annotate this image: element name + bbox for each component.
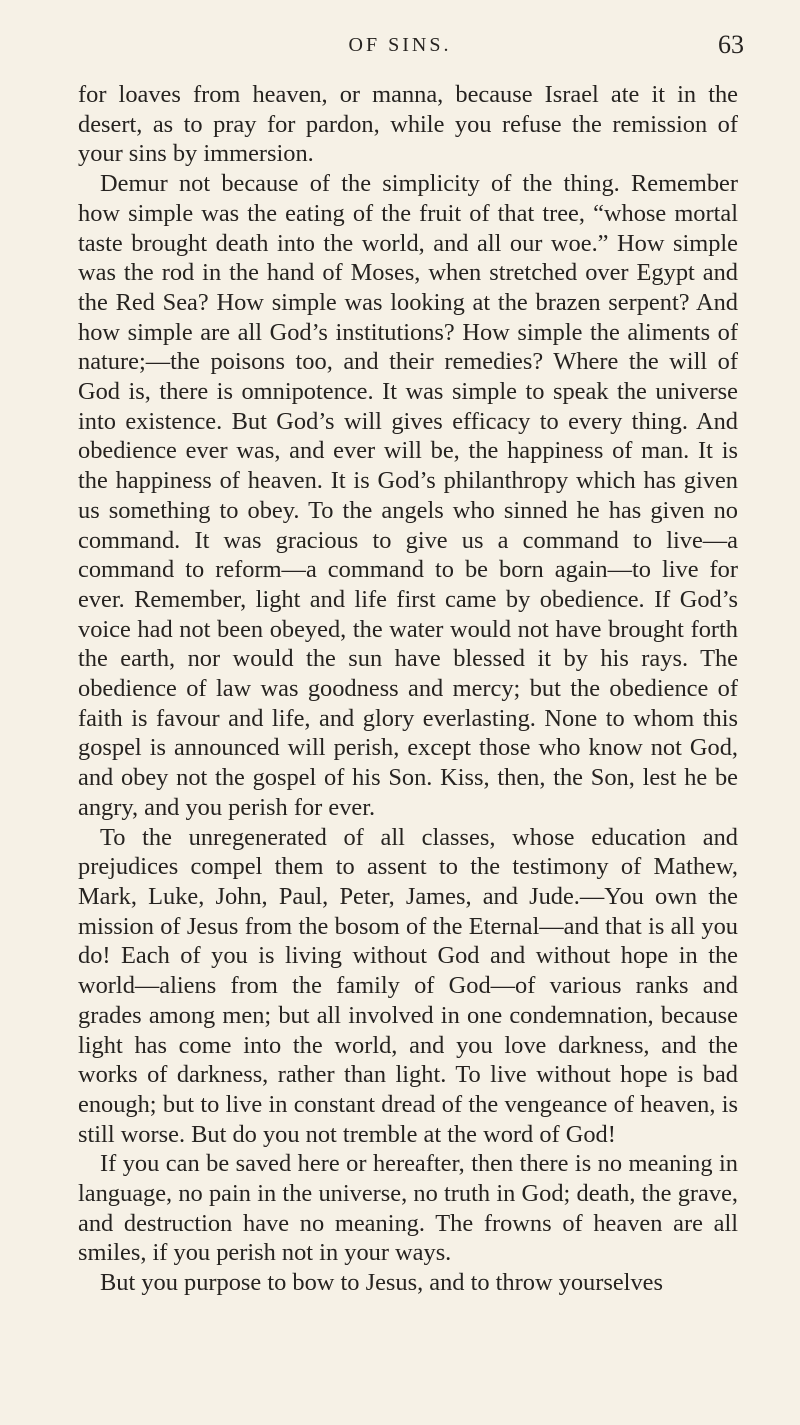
paragraph: But you purpose to bow to Jesus, and to throw yourselves (100, 1269, 663, 1297)
paragraph-continuation: for loaves from heaven, or manna, because Israel ate it in the desert, as to pray for pardon, while you refuse the remission of your sins by immersion. (78, 81, 738, 168)
running-title: OF SINS. (348, 34, 452, 56)
body-text (78, 80, 738, 1298)
paragraph: Demur not because of the simplicity of the thing. Remember how simple was the eating of the fruit of that tree, “whose mortal taste brought death into the world, and all our woe.” How simple was the rod in the hand of Moses, when stretched over Egypt and the Red Sea? How simple was looking at the brazen serpent? And how simple are all God’s institutions? How simple the aliments of nature;—the poisons too, and their remedies? Where the will of God is, there is omnipotence. It was simple to speak the universe into existence. But God’s will gives efficacy to every thing. And obedience ever was, and ever will be, the happiness of man. It is the happiness of heaven. It is God’s philanthropy which has given us something to obey. To the angels who sinned he has given no command. It was gracious to give us a command to live—a command to reform—a command to be born again—to live for ever. Remember, light and life first came by obedience. If God’s voice had not been obeyed, the water would not have brought forth the earth, nor would the sun have blessed it by his rays. The obedience of law was goodness and mercy; but the obedience of faith is favour and life, and glory everlasting. None to whom this gospel is announced will perish, except those who know not God, and obey not the gospel of his Son. Kiss, then, the Son, lest he be angry, and you perish for ever. (78, 170, 738, 821)
page-header (0, 30, 800, 64)
page-number: 63 (718, 30, 744, 59)
paragraph: If you can be saved here or hereafter, then there is no meaning in language, no pain in the universe, no truth in God; death, the grave, and destruction have no meaning. The frowns of heaven are all smiles, if you perish not in your ways. (78, 1150, 738, 1267)
paragraph: To the unregenerated of all classes, whose education and prejudices compel them to assent to the testimony of Mathew, Mark, Luke, John, Paul, Peter, James, and Jude.—You own the mission of Jesus from the bosom of the Eternal—and that is all you do! Each of you is living without God and without hope in the world—aliens from the family of God—of various ranks and grades among men; but all involved in one condemnation, because light has come into the world, and you love darkness, and the works of darkness, rather than light. To live without hope is bad enough; but to live in constant dread of the vengeance of heaven, is still worse. But do you not tremble at the word of God! (78, 823, 738, 1148)
